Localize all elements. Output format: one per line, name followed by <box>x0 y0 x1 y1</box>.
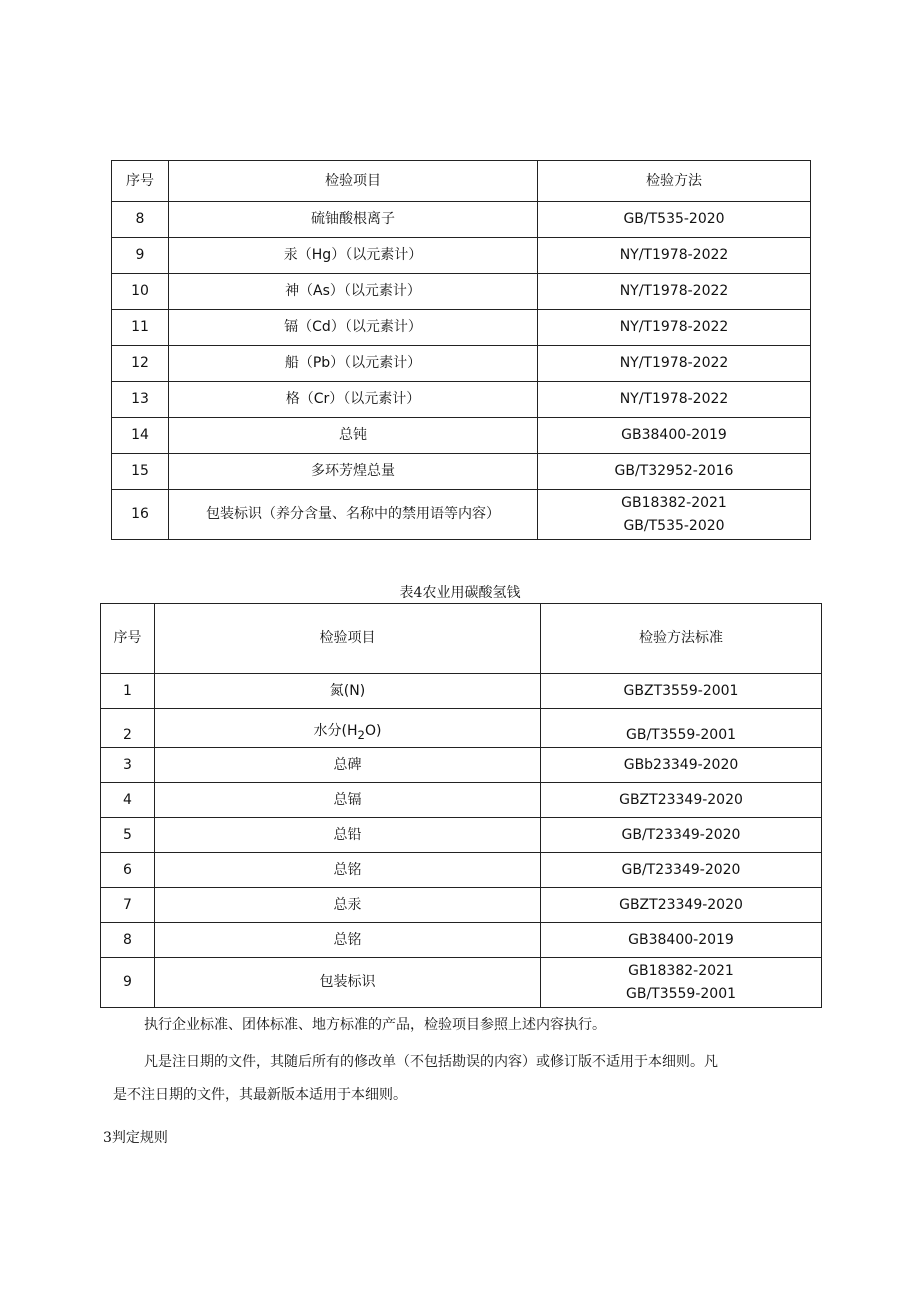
row-item: 格（Cr）（以元素计） <box>169 382 538 418</box>
table-row <box>101 709 822 748</box>
row-item: 总铅 <box>155 818 541 853</box>
table-row <box>101 748 822 783</box>
row-item <box>155 709 541 748</box>
row-no: 16 <box>112 490 169 540</box>
row-no: 3 <box>101 748 155 783</box>
table-row <box>112 418 811 454</box>
row-method: GBZT23349-2020 <box>541 783 822 818</box>
row-no: 5 <box>101 818 155 853</box>
paragraph-undated-documents: 是不注日期的文件，其最新版本适用于本细则。 <box>113 1087 407 1103</box>
row-item: 镉（Cd）（以元素计） <box>169 310 538 346</box>
row-item: 总铭 <box>155 853 541 888</box>
item-text: O) <box>364 723 382 740</box>
method-line: GB18382-2021 <box>621 494 727 511</box>
row-item: 总钝 <box>169 418 538 454</box>
row-no: 13 <box>112 382 169 418</box>
table-row <box>112 490 811 540</box>
row-item: 包装标识 <box>155 958 541 1008</box>
header-no: 序号 <box>101 604 155 674</box>
row-no: 9 <box>101 958 155 1008</box>
table-row <box>112 382 811 418</box>
row-method <box>541 958 822 1008</box>
ammonium-bicarbonate-table <box>100 603 822 1008</box>
row-no: 14 <box>112 418 169 454</box>
row-no: 4 <box>101 783 155 818</box>
row-no: 8 <box>101 923 155 958</box>
row-no: 1 <box>101 674 155 709</box>
row-item: 神（As）（以元素计） <box>169 274 538 310</box>
row-method <box>538 490 811 540</box>
row-no: 9 <box>112 238 169 274</box>
row-method: GB/T23349-2020 <box>541 818 822 853</box>
table-row <box>101 923 822 958</box>
row-no: 12 <box>112 346 169 382</box>
paragraph-dated-documents: 凡是注日期的文件，其随后所有的修改单（不包括勘误的内容）或修订版不适用于本细则。凡 <box>144 1054 718 1070</box>
header-method: 检验方法标准 <box>541 604 822 674</box>
method-line: GB/T535-2020 <box>623 517 725 534</box>
header-no: 序号 <box>112 161 169 202</box>
row-method: NY/T1978-2022 <box>538 346 811 382</box>
row-method: GB/T3559-2001 <box>541 709 822 748</box>
table-row <box>112 454 811 490</box>
table-header-row <box>101 604 822 674</box>
table-row <box>112 310 811 346</box>
row-method: GB38400-2019 <box>538 418 811 454</box>
table-row <box>112 202 811 238</box>
row-item: 多环芳煌总量 <box>169 454 538 490</box>
row-item: 包装标识（养分含量、名称中的禁用语等内容） <box>169 490 538 540</box>
row-method: NY/T1978-2022 <box>538 310 811 346</box>
row-method: NY/T1978-2022 <box>538 238 811 274</box>
table-caption: 表4农业用碳酸氢钱 <box>399 585 521 601</box>
table-row <box>112 238 811 274</box>
row-method: NY/T1978-2022 <box>538 274 811 310</box>
row-method: GBZT23349-2020 <box>541 888 822 923</box>
table-row <box>112 274 811 310</box>
row-method: GB/T23349-2020 <box>541 853 822 888</box>
table-row <box>101 783 822 818</box>
row-item: 硫铀酸根离子 <box>169 202 538 238</box>
row-no: 10 <box>112 274 169 310</box>
row-item: 氮(N) <box>155 674 541 709</box>
table-row <box>101 888 822 923</box>
row-method: GB38400-2019 <box>541 923 822 958</box>
row-item: 总汞 <box>155 888 541 923</box>
table-row <box>101 818 822 853</box>
row-method: GB/T32952-2016 <box>538 454 811 490</box>
row-method: NY/T1978-2022 <box>538 382 811 418</box>
row-item: 汞（Hg）（以元素计） <box>169 238 538 274</box>
method-line: GB/T3559-2001 <box>625 985 737 1002</box>
item-text: 水分(H <box>313 723 358 740</box>
row-item: 总碑 <box>155 748 541 783</box>
row-no: 11 <box>112 310 169 346</box>
header-item: 检验项目 <box>155 604 541 674</box>
header-method: 检验方法 <box>538 161 811 202</box>
row-no: 2 <box>101 709 155 748</box>
row-no: 15 <box>112 454 169 490</box>
header-item: 检验项目 <box>169 161 538 202</box>
method-line: GB18382-2021 <box>628 962 734 979</box>
table-row <box>101 958 822 1008</box>
row-item: 船（Pb）（以元素计） <box>169 346 538 382</box>
paragraph-enterprise-standard: 执行企业标准、团体标准、地方标准的产品，检验项目参照上述内容执行。 <box>144 1017 606 1033</box>
row-method: GB/T535-2020 <box>538 202 811 238</box>
inspection-table-continued <box>111 160 811 540</box>
table-header-row <box>112 161 811 202</box>
row-method: GBZT3559-2001 <box>541 674 822 709</box>
table-row <box>112 346 811 382</box>
row-no: 7 <box>101 888 155 923</box>
table-row <box>101 674 822 709</box>
row-item: 总铭 <box>155 923 541 958</box>
row-no: 8 <box>112 202 169 238</box>
row-no: 6 <box>101 853 155 888</box>
section-heading: 3判定规则 <box>103 1130 168 1146</box>
row-item: 总镉 <box>155 783 541 818</box>
row-method: GBb23349-2020 <box>541 748 822 783</box>
subscript: 2 <box>357 728 365 742</box>
table-row <box>101 853 822 888</box>
